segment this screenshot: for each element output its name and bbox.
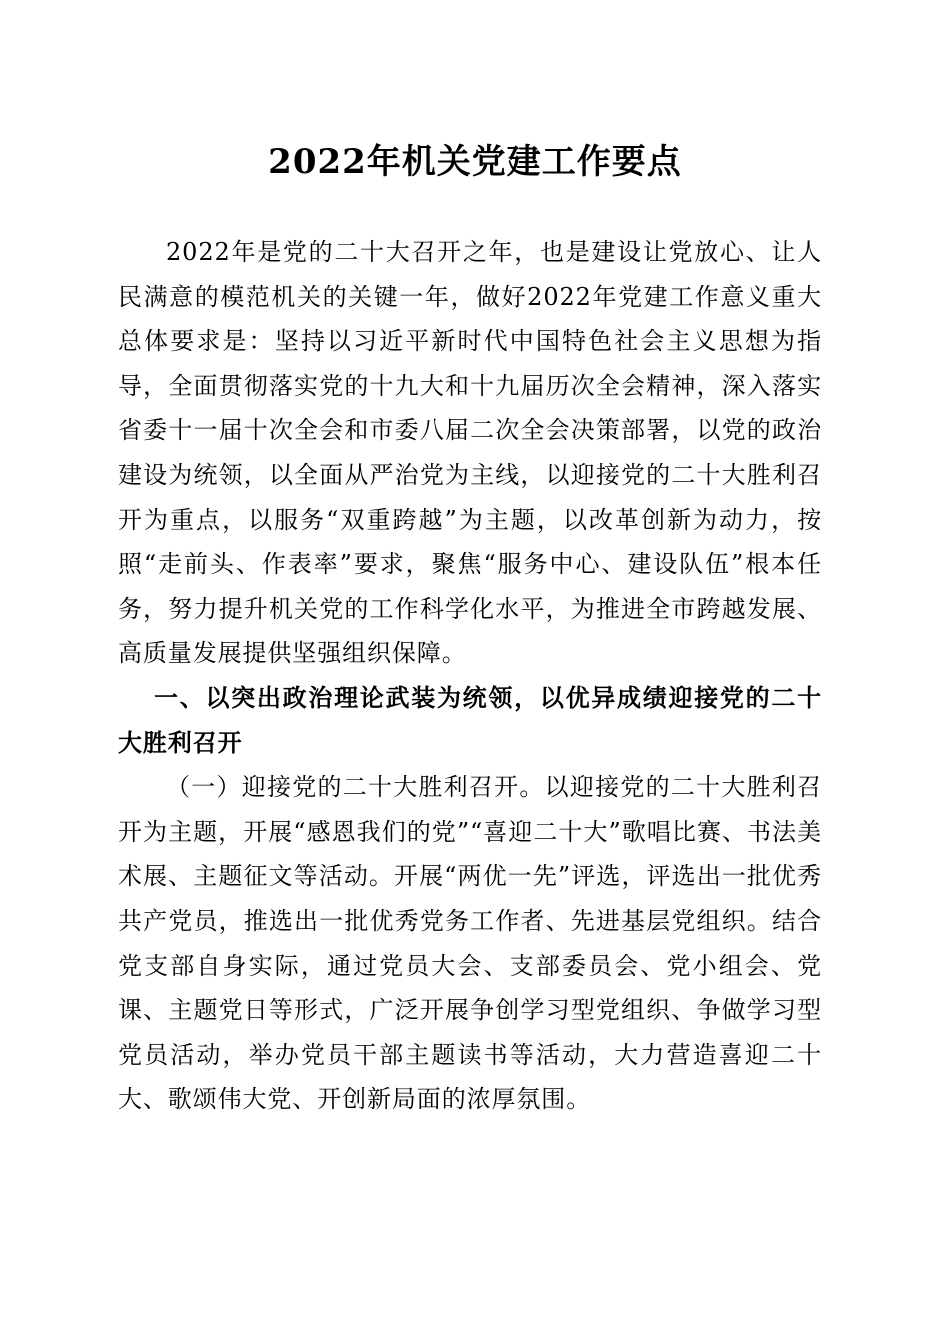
section-heading: 一、以突出政治理论武装为统领，以优异成绩迎接党的二十大胜利召开	[118, 683, 822, 757]
document-body	[118, 230, 822, 1122]
document-title: 2022年机关党建工作要点	[268, 142, 682, 182]
intro-paragraph: 2022年是党的二十大召开之年，也是建设让党放心、让人民满意的模范机关的关键一年，做好2022年党建工作意义重大总体要求是：坚持以习近平新时代中国特色社会主义思想为指导，全面贯彻落实党的十九大和十九届历次全会精神，深入落实省委十一届十次全会和市委八届二次全会决策部署，以党的政治建设为统领，以全面从严治党为主线，以迎接党的二十大胜利召开为重点，以服务“双重跨越”为主题，以改革创新为动力，按照“走前头、作表率”要求，聚焦“服务中心、建设队伍”根本任务，努力提升机关党的工作科学化水平，为推进全市跨越发展、高质量发展提供坚强组织保障。	[118, 238, 822, 668]
item-paragraph: （一）迎接党的二十大胜利召开。以迎接党的二十大胜利召开为主题，开展“感恩我们的党”“喜迎二十大”歌唱比赛、书法美术展、主题征文等活动。开展“两优一先”评选，评选出一批优秀共产党员，推选出一批优秀党务工作者、先进基层党组织。结合党支部自身实际，通过党员大会、支部委员会、党小组会、党课、主题党日等形式，广泛开展争创学习型党组织、争做学习型党员活动，举办党员干部主题读书等活动，大力营造喜迎二十大、歌颂伟大党、开创新局面的浓厚氛围。	[118, 773, 822, 1114]
